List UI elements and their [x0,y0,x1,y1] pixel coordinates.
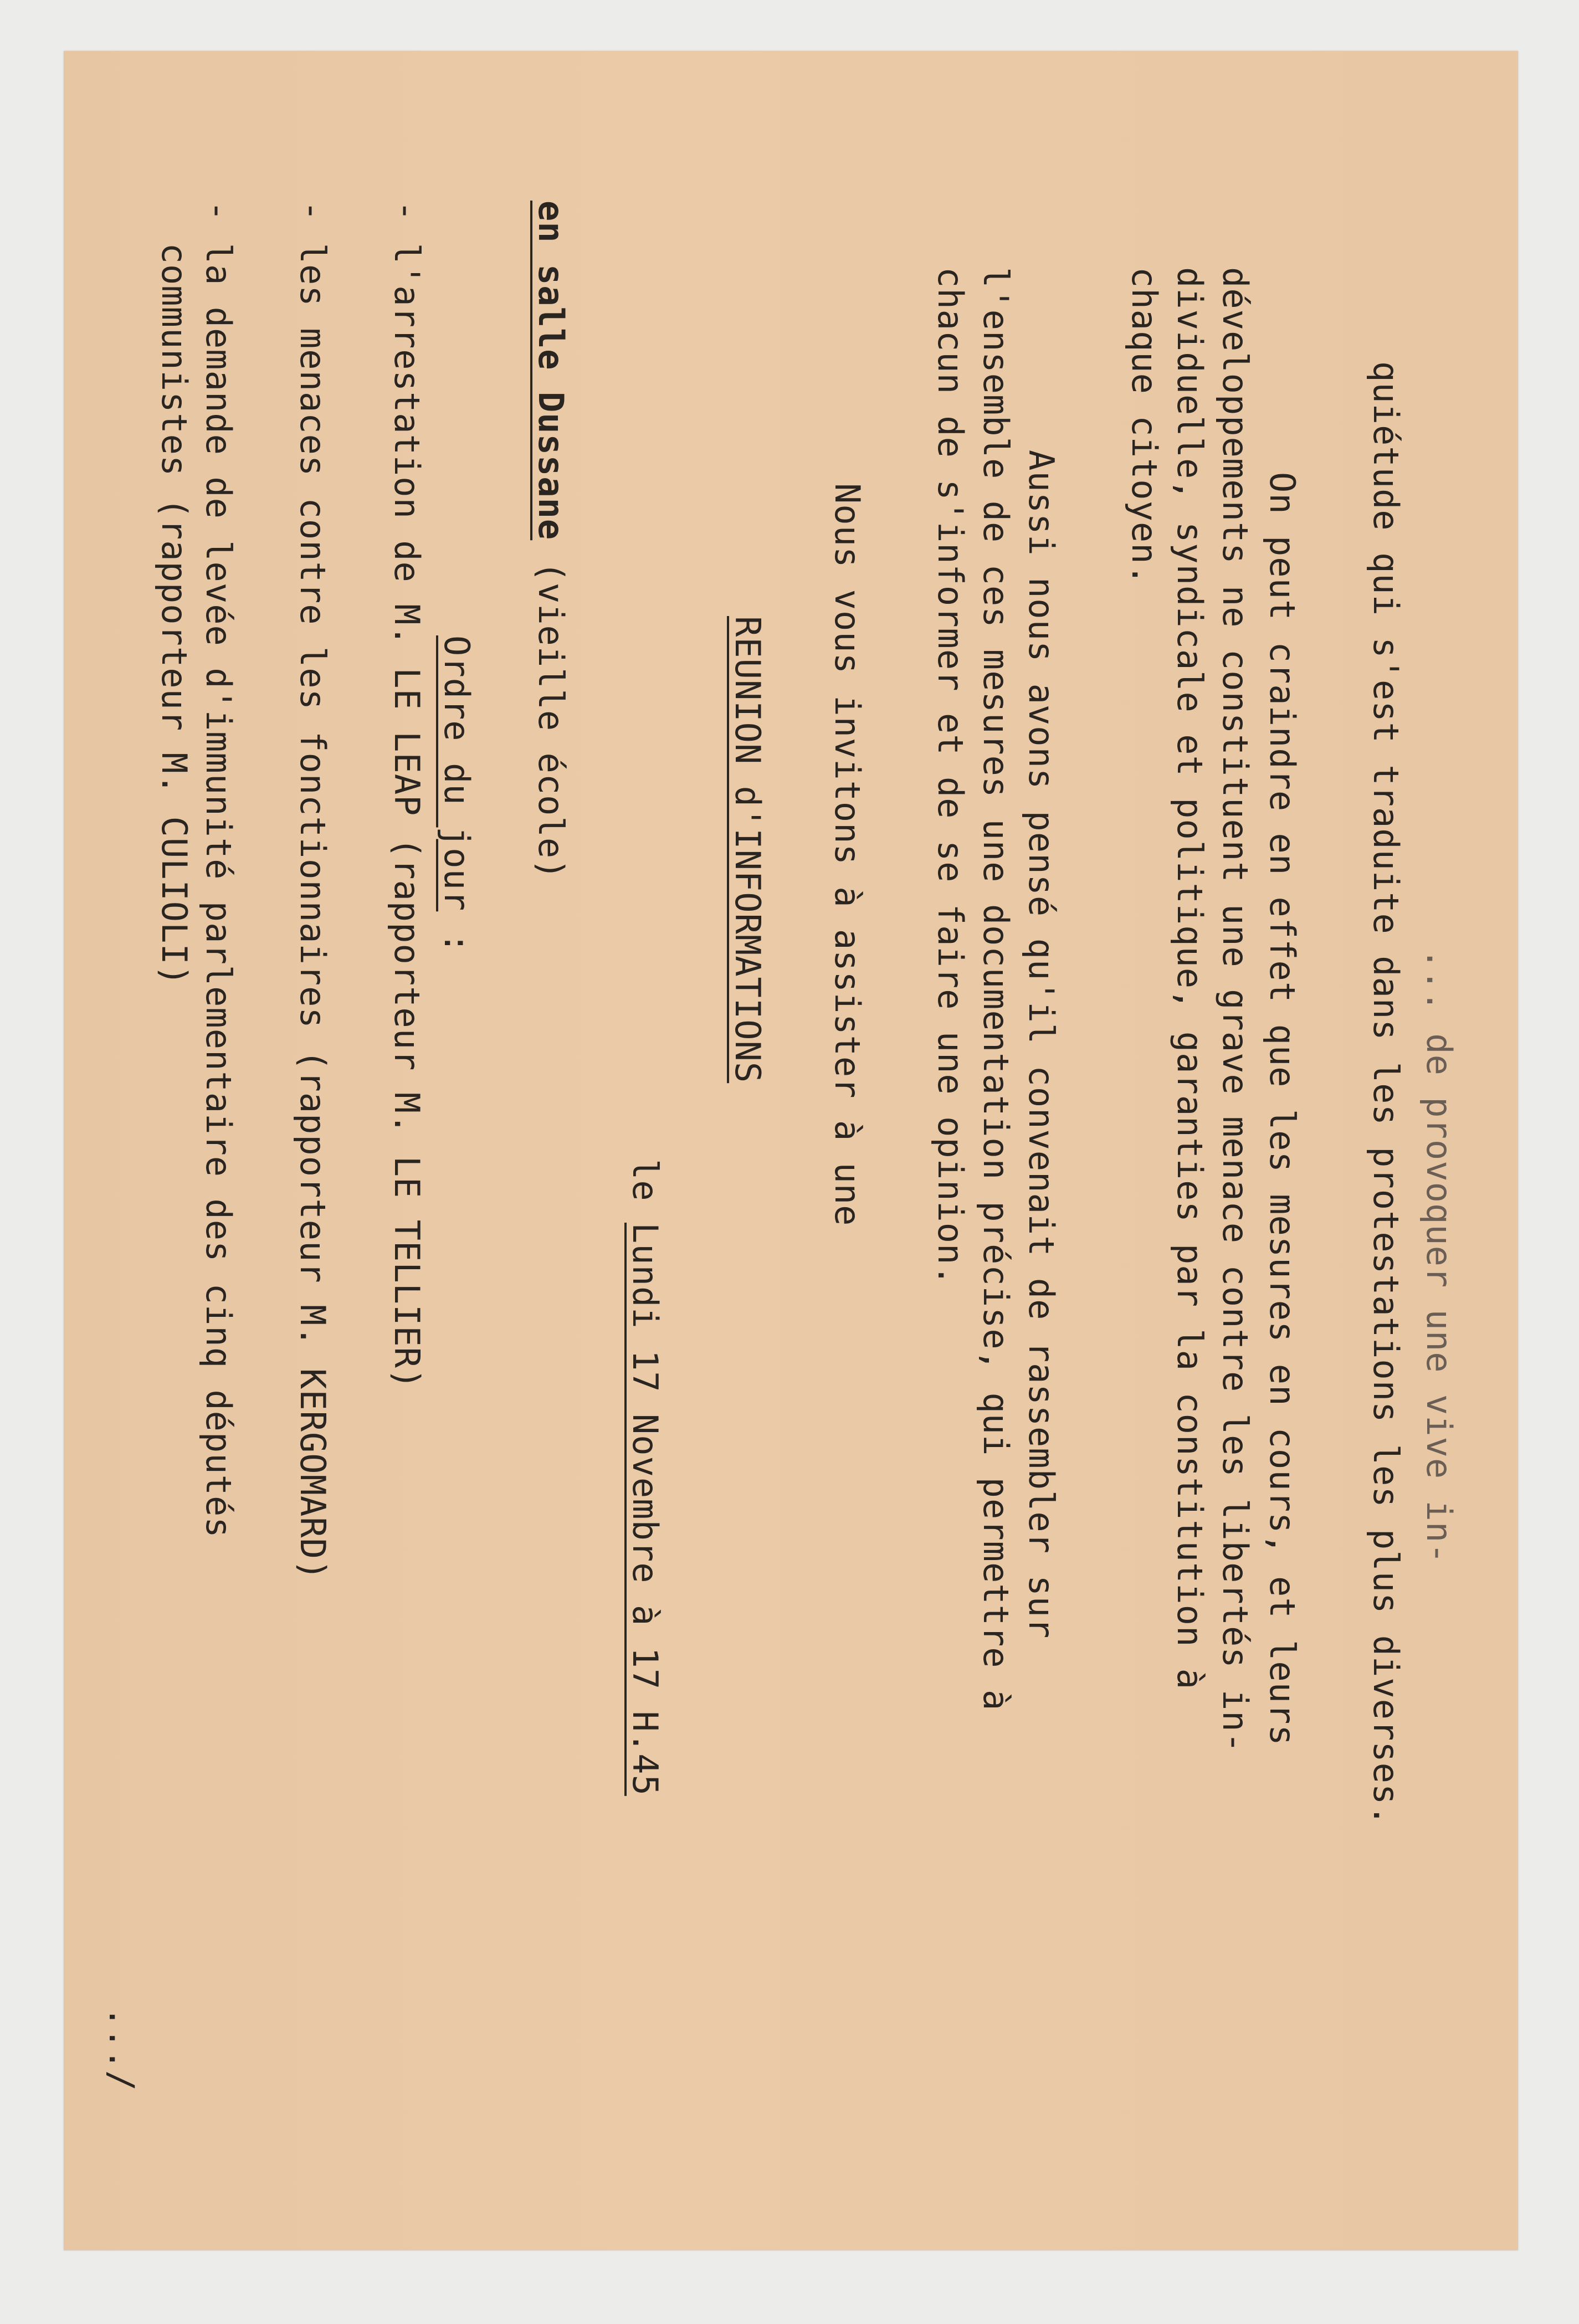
meeting-date [625,1159,665,1796]
typewritten-sheet [64,51,1518,2250]
agenda-colon: : [437,911,477,954]
agenda-title: Ordre du jour [437,635,477,912]
agenda-item-2: - les menaces contre les fonctionnaires (rapporteur M. KERGOMARD) [293,201,333,1581]
agenda-item-1: - l'arrestation de M. LE LEAP (rapporteur M. LE TELLIER) [387,201,427,1390]
para3-line-2: l'ensemble de ces mesures une documentation précise, qui permettre à [976,267,1016,1711]
date-text: Lundi 17 Novembre à 17 H.45 [625,1222,665,1796]
continuation-mark: .../ [101,2007,142,2092]
meeting-location [531,201,571,880]
agenda-heading [437,635,477,954]
rotated-text-block [64,51,1518,2250]
para3-line-1: Aussi nous avons pensé qu'il convenait de rassembler sur [1021,450,1062,1639]
location-place: en salle Dussane [531,201,571,541]
top-fragment: ... de provoquer une vive in- [1419,948,1459,1564]
para2-line-2: développements ne constituent une grave menace contre les libertés in- [1215,267,1255,1753]
para2-line-4: chaque citoyen. [1124,267,1165,586]
agenda-item-3: - la demande de levée d'immunité parlementaire des cinq députés [198,201,239,1538]
location-detail: (vieille école) [531,540,571,880]
para3-line-3: chacun de s'informer et de se faire une opinion. [930,267,971,1286]
para2-line-1: On peut craindre en effet que les mesures en cours, et leurs [1262,472,1303,1746]
para1-line-1: quiétude qui s'est traduite dans les protestations les plus diverses. [1366,361,1406,1827]
para2-line-3: dividuelle, syndicale et politique, garanties par la constitution à [1170,267,1210,1690]
invitation-line: Nous vous invitons à assister à une [827,483,868,1227]
date-prefix: le [625,1159,665,1223]
agenda-item-3-cont: communistes (rapporteur M. CULIOLI) [154,201,194,987]
meeting-title: REUNION d'INFORMATIONS [727,616,768,1084]
